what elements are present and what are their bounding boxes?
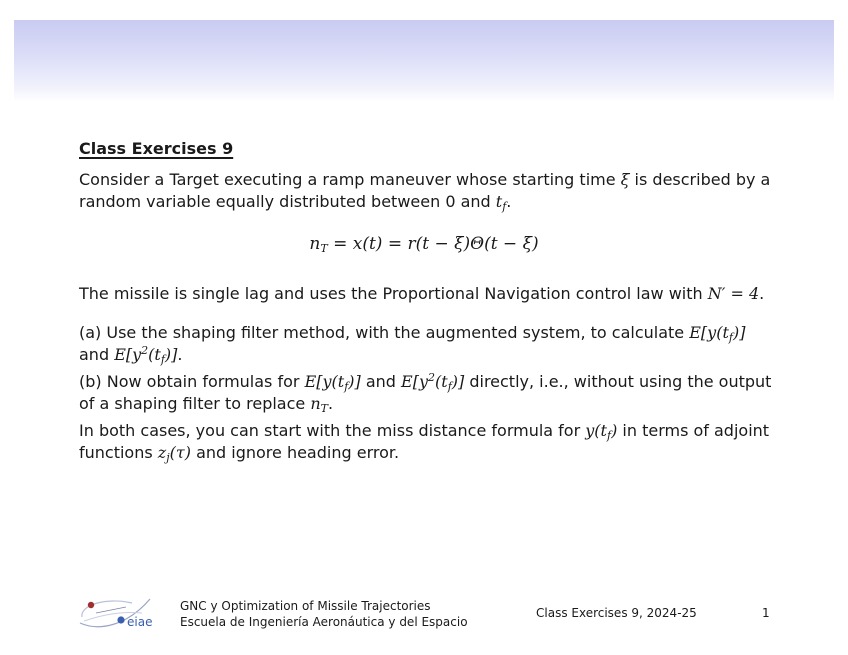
tf-variable: $t_f$ (495, 191, 507, 213)
part-a-paragraph: (a) Use the shaping filter method, with the augmented system, to calculate $E[y(t_f)]$ and $E[y^2(t_f)]$. (79, 323, 746, 366)
xi-symbol: ξ (620, 170, 630, 189)
logo-graphic (76, 593, 158, 635)
adjoint-function-symbol: $z_j(\tau)$ (157, 442, 191, 464)
footer-exercise-label: Class Exercises 9, 2024-25 (536, 606, 697, 620)
footer-course-info (180, 598, 468, 630)
expected-miss: $E[y(t_f)]$ (689, 323, 746, 344)
target-accel-symbol: $n_T$ (310, 393, 328, 415)
intro-text-2: is described by a random variable equally distributed between 0 and (79, 170, 771, 211)
footer-course-title: GNC y Optimization of Missile Trajectories (180, 599, 431, 613)
expected-miss-squared: $E[y^2(t_f)]$ (114, 343, 178, 366)
header-band (14, 20, 834, 102)
page-number: 1 (762, 606, 770, 620)
target-equation: $n_T = x(t) = r(t - \xi)\Theta(t - \xi)$ (309, 234, 539, 255)
intro-text-1: Consider a Target executing a ramp maneuver whose starting time (79, 170, 621, 189)
missile-paragraph: The missile is single lag and uses the Proportional Navigation control law with N′ = 4. (79, 284, 765, 303)
navigation-constant: N′ = 4 (707, 284, 760, 303)
part-b-paragraph: (b) Now obtain formulas for $E[y(t_f)]$ and $E[y^2(t_f)]$ directly, i.e., without using the output of a shaping filter to replace $n_T$. (79, 371, 772, 415)
intro-paragraph: Consider a Target executing a ramp maneuver whose starting time ξ is described by a random variable equally distributed between 0 and $t_f$. (79, 170, 771, 213)
miss-distance-symbol: $y(t_f)$ (585, 421, 618, 442)
expected-miss: $E[y(t_f)]$ (304, 372, 361, 393)
school-logo-icon (76, 593, 158, 639)
logo-text: eiae (127, 615, 153, 629)
slide-title: Class Exercises 9 (79, 139, 234, 158)
closing-paragraph: In both cases, you can start with the miss distance formula for $y(t_f)$ in terms of adjoint functions $z_j(\tau)$ and ignore heading error. (79, 421, 770, 464)
expected-miss-squared: $E[y^2(t_f)]$ (401, 371, 465, 393)
footer-school-name: Escuela de Ingeniería Aeronáutica y del Espacio (180, 615, 468, 629)
